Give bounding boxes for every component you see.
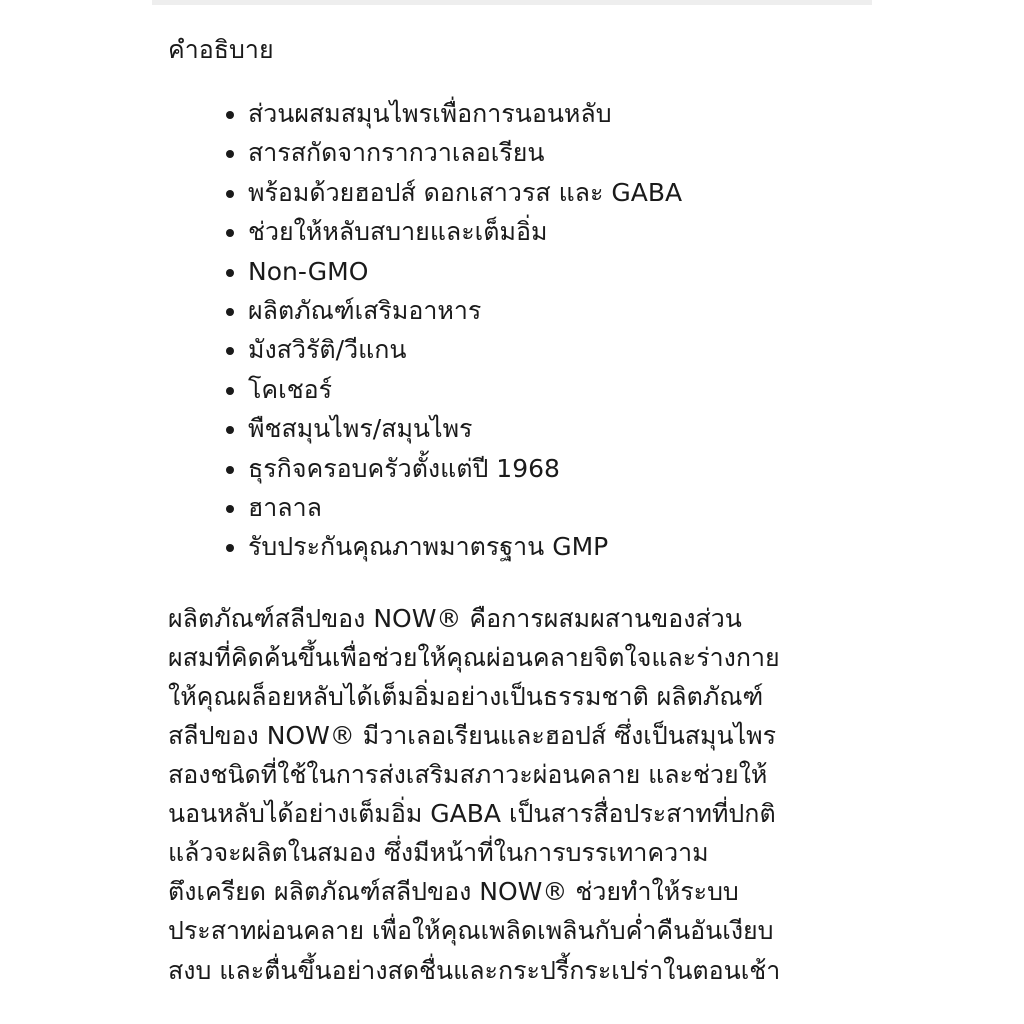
top-divider <box>152 0 872 5</box>
bullet-icon <box>226 347 234 355</box>
feature-list <box>168 94 868 567</box>
feature-text: พืชสมุนไพร/สมุนไพร <box>248 414 473 444</box>
feature-text: พร้อมด้วยฮอปส์ ดอกเสาวรส และ GABA <box>248 177 683 207</box>
bullet-icon <box>226 426 234 434</box>
bullet-icon <box>226 466 234 474</box>
feature-text: โคเชอร์ <box>248 374 333 404</box>
description-line: สองชนิดที่ใช้ในการส่งเสริมสภาวะผ่อนคลาย และช่วยให้ <box>168 760 768 790</box>
bullet-icon <box>226 308 234 316</box>
bullet-icon <box>226 229 234 237</box>
section-title: คำอธิบาย <box>168 35 274 64</box>
feature-item <box>226 527 868 566</box>
feature-item <box>226 173 868 212</box>
feature-item <box>226 94 868 133</box>
feature-item <box>226 370 868 409</box>
bullet-icon <box>226 150 234 158</box>
description-line: สลีปของ NOW® มีวาเลอเรียนและฮอปส์ ซึ่งเป็นสมุนไพร <box>168 720 777 750</box>
description-line: สงบ และตื่นขึ้นอย่างสดชื่นและกระปรี้กระเปร่าในตอนเช้า <box>168 955 781 985</box>
bullet-icon <box>226 111 234 119</box>
description-line: ผสมที่คิดค้นขึ้นเพื่อช่วยให้คุณผ่อนคลายจิตใจและร่างกาย <box>168 642 780 672</box>
feature-text: Non-GMO <box>248 256 369 286</box>
bullet-icon <box>226 269 234 277</box>
bullet-icon <box>226 544 234 552</box>
description-line: ตึงเครียด ผลิตภัณฑ์สลีปของ NOW® ช่วยทำให้ระบบ <box>168 877 739 907</box>
feature-text: ฮาลาล <box>248 492 322 522</box>
feature-text: ส่วนผสมสมุนไพรเพื่อการนอนหลับ <box>248 99 612 128</box>
feature-item <box>226 212 868 251</box>
description-panel <box>168 30 868 990</box>
feature-text: ผลิตภัณฑ์เสริมอาหาร <box>248 295 482 325</box>
feature-text: สารสกัดจากรากวาเลอเรียน <box>248 138 545 168</box>
bullet-icon <box>226 505 234 513</box>
feature-item <box>226 488 868 527</box>
description-line: ประสาทผ่อนคลาย เพื่อให้คุณเพลิดเพลินกับค่ำคืนอันเงียบ <box>168 916 774 946</box>
feature-item <box>226 449 868 488</box>
feature-item <box>226 252 868 291</box>
feature-item <box>226 409 868 448</box>
description-paragraph <box>168 599 868 990</box>
description-line: นอนหลับได้อย่างเต็มอิ่ม GABA เป็นสารสื่อประสาทที่ปกติ <box>168 799 776 829</box>
bullet-icon <box>226 387 234 395</box>
feature-item <box>226 291 868 330</box>
description-line: ผลิตภัณฑ์สลีปของ NOW® คือการผสมผสานของส่วน <box>168 603 742 633</box>
feature-text: ช่วยให้หลับสบายและเต็มอิ่ม <box>248 217 548 247</box>
feature-item <box>226 330 868 369</box>
feature-item <box>226 133 868 172</box>
feature-text: ธุรกิจครอบครัวตั้งแต่ปี 1968 <box>248 453 560 483</box>
description-line: ให้คุณผล็อยหลับได้เต็มอิ่มอย่างเป็นธรรมชาติ ผลิตภัณฑ์ <box>168 681 764 711</box>
description-line: แล้วจะผลิตในสมอง ซึ่งมีหน้าที่ในการบรรเทาความ <box>168 838 709 868</box>
feature-text: รับประกันคุณภาพมาตรฐาน GMP <box>248 532 609 562</box>
feature-text: มังสวิรัติ/วีแกน <box>248 335 407 365</box>
bullet-icon <box>226 190 234 198</box>
